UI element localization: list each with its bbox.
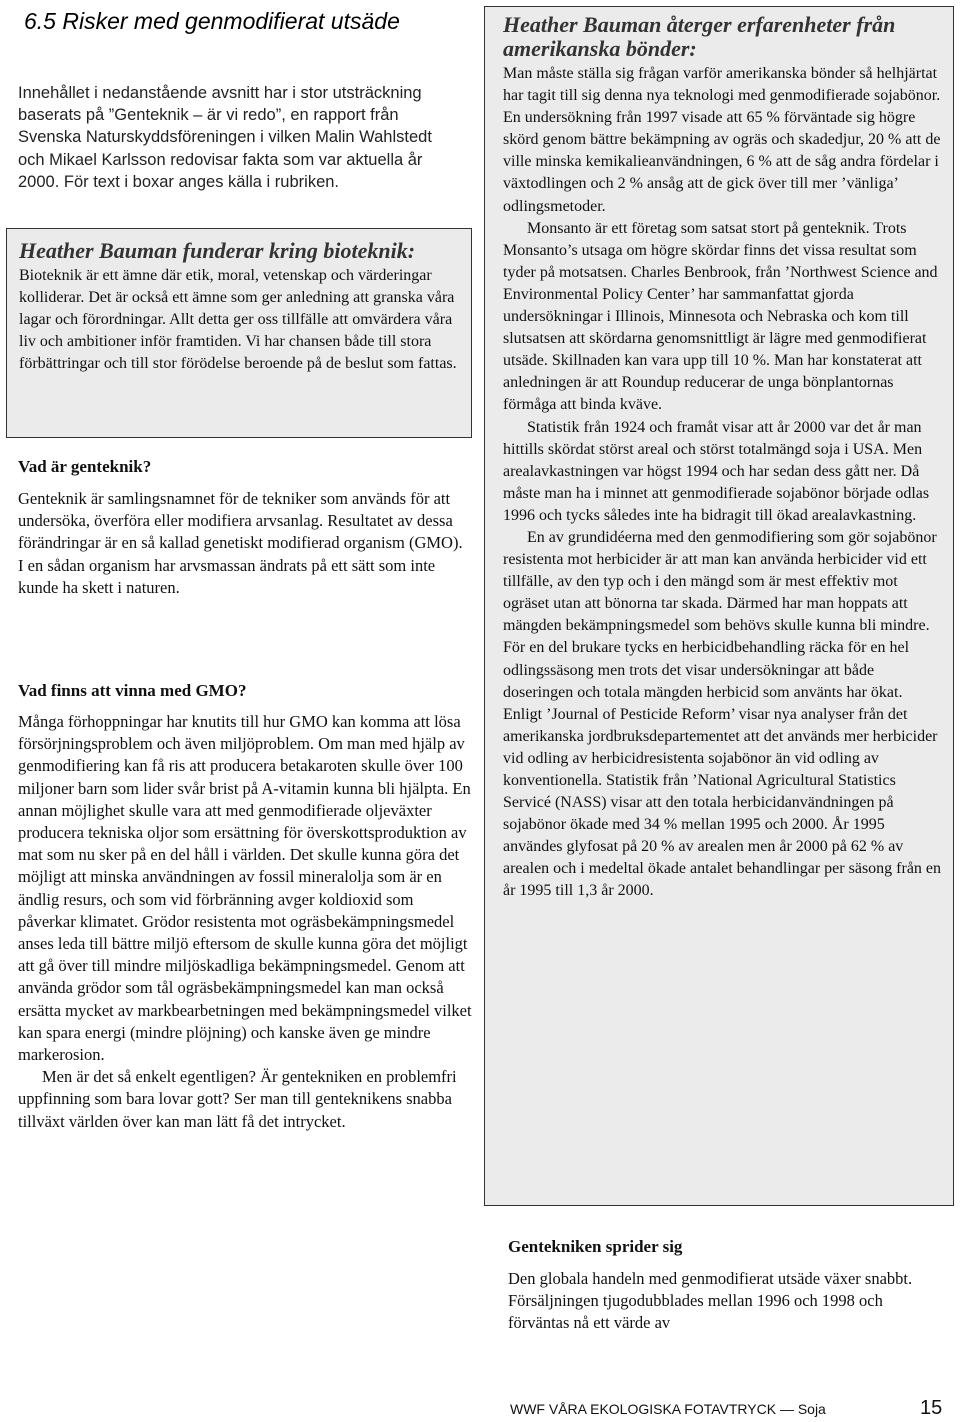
box-paragraph: En av grundidéerna med den genmodifiering som gör sojabönor resistenta mot herbicider är att man kan använda herbicider vid ett tillfälle, av den typ och i den mängd som är mest effektiv mot ogräset utan att bönorna tar skada. Därmed har man hoppats att mängden bekämpningsmedel som behövs skulle kunna bli mindre. För en del brukare tycks en herbicidbehandling räcka för en hel odlingssäsong men trots det visar undersökningar att både doseringen och totala mängden herbicid som använts har ökat. Enligt ’Journal of Pesticide Reform’ visar nya analyser från det amerikanska jordbruksdepartementet att det används mer herbicider vid odling av herbicidresistenta sojabönor än vid odling av konventionella. Statistik från ’National Agricultural Statistics Servicé (NASS) visar att den totala herbicidanvändningen på sojabönor ökade med 34 % mellan 1995 och 2000. År 1995 användes glyfosat på 20 % av arealen men år 2000 på 62 % av arealen och i medeltal ökade antalet behandlingar per säsong från en år 1995 till 1,3 år 2000. xyxy=(503,528,942,900)
footer-publication: WWF VÅRA EKOLOGISKA FOTAVTRYCK — Soja xyxy=(510,1401,826,1417)
box-heading: Heather Bauman återger erfarenheter från amerikanska bönder: xyxy=(503,12,896,61)
intro-paragraph: Innehållet i nedanstående avsnitt har i stor utsträckning baserats på ”Genteknik – är vi redo”, en rapport från Svenska Naturskyddsföreningen i vilken Malin Wahlstedt och Mikael Karlsson redovisar fakta som var aktuella år 2000. För text i boxar anges källa i rubriken. xyxy=(18,84,432,191)
section-title: 6.5 Risker med genmodifierat utsäde xyxy=(24,8,400,34)
heading-spreading: Gentekniken sprider sig xyxy=(508,1237,683,1256)
box-paragraph: Man måste ställa sig frågan varför amerikanska bönder så helhjärtat har tagit till sig denna nya teknologi med genmodifierade sojabönor. En undersökning från 1997 visade att 65 % förväntade sig högre skörd genom bättre bekämpning av ogräs och skadedjur, 20 % att de ville minska kemikalieanvändningen, 6 % att de såg andra fördelar i växtodlingen och 2 % ansåg att de gick över till mer ’vänliga’ odlingsmetoder. xyxy=(503,65,941,215)
paragraph: Men är det så enkelt egentligen? Är gentekniken en problemfri uppfinning som bara lovar gott? Ser man till genteknikens snabba tillväxt världen över kan man lätt få det intrycket. xyxy=(18,1067,457,1131)
page-number: 15 xyxy=(920,1397,943,1419)
spreading-text xyxy=(508,1268,948,1335)
box-paragraph: Monsanto är ett företag som satsat stort på genteknik. Trots Monsanto’s utsaga om högre skördar finns det vissa resultat som tyder på motsatsen. Charles Benbrook, från ’Northwest Science and Environmental Policy Center’ har sammanfattat gjorda undersökningar i Illinois, Minnesota och Nebraska och kom till slutsatsen att skördarna genomsnittligt är lägre med genmodifierat utsäde. Skillnaden kan vara upp till 10 %. Man har konstaterat att anledningen är att Roundup reducerar de unga bönplantornas förmåga att binda kväve. xyxy=(503,219,938,414)
paragraph: Den globala handeln med genmodifierat utsäde växer snabbt. Försäljningen tjugodubblades mellan 1996 och 1998 och förväntas nå ett värde av xyxy=(508,1269,913,1333)
genetic-engineering-text xyxy=(18,488,472,599)
box-paragraph: Bioteknik är ett ämne där etik, moral, vetenskap och värderingar kolliderar. Det är också ett ämne som ger anledning att granska våra lagar och förordningar. Allt detta ger oss tillfälle att omvärdera våra liv och ambitioner inför framtiden. Vi har chansen både till stora förbättringar och till stor förödelse beroende på de beslut som fattas. xyxy=(19,267,457,373)
quote-box-american-farmers xyxy=(484,6,954,1206)
paragraph: Genteknik är samlingsnamnet för de tekniker som används för att undersöka, överföra eller modifiera arvsanlag. Resultatet av dessa förändringar är en så kallad genetiskt modifierad organism (GMO). I en sådan organism har arvsmassan ändrats på ett sätt som inte kunde ha skett i naturen. xyxy=(18,489,463,597)
heading-what-is-genetic-engineering: Vad är genteknik? xyxy=(18,457,152,476)
heading-what-to-gain: Vad finns att vinna med GMO? xyxy=(18,681,247,700)
quote-box-biotechnology xyxy=(6,228,472,438)
box-text xyxy=(19,265,461,375)
gmo-benefits-text xyxy=(18,711,472,1133)
box-paragraph: Statistik från 1924 och framåt visar att år 2000 var det år man hittills skördat störst areal och störst totalmängd soja i USA. Men arealavkastningen var högst 1994 och har sedan dess gått ner. Då måste man ha i minnet att genmodifierade sojabönor började odlas 1996 och tycks således inte ha bidragit till ökad arealavkastning. xyxy=(503,418,930,524)
box-heading: Heather Bauman funderar kring bioteknik: xyxy=(19,238,416,263)
box-text xyxy=(503,63,943,903)
paragraph: Många förhoppningar har knutits till hur GMO kan komma att lösa försörjningsproblem och även miljöproblem. Om man med hjälp av genmodifiering kan få ris att producera betakaroten skulle över 100 miljoner barn som lider svår brist på A-vitamin kunna bli hjälpta. En annan möjlighet skulle vara att med genmodifierade oljeväxter producera tekniska oljor som ersättning för överskottsproduktion av mat som nu sker på en del håll i världen. Det skulle kunna göra det möjligt att minska användningen av fossil mineralolja som är en ändlig resurs, och som vid förbränning avger koldioxid som påverkar klimatet. Grödor resistenta mot ogräsbekämpningsmedel anses leda till bättre miljö eftersom de skulle kunna göra det möjligt att gå över till mindre miljöskadliga bekämpningsmedel. Genom att använda grödor som tål ogräsbekämpningsmedel kan man också ersätta mycket av markbearbetningen med bekämpningsmedel vilket kan spara energi (mindre plöjning) och kanske även ge mindre markerosion. xyxy=(18,712,472,1065)
